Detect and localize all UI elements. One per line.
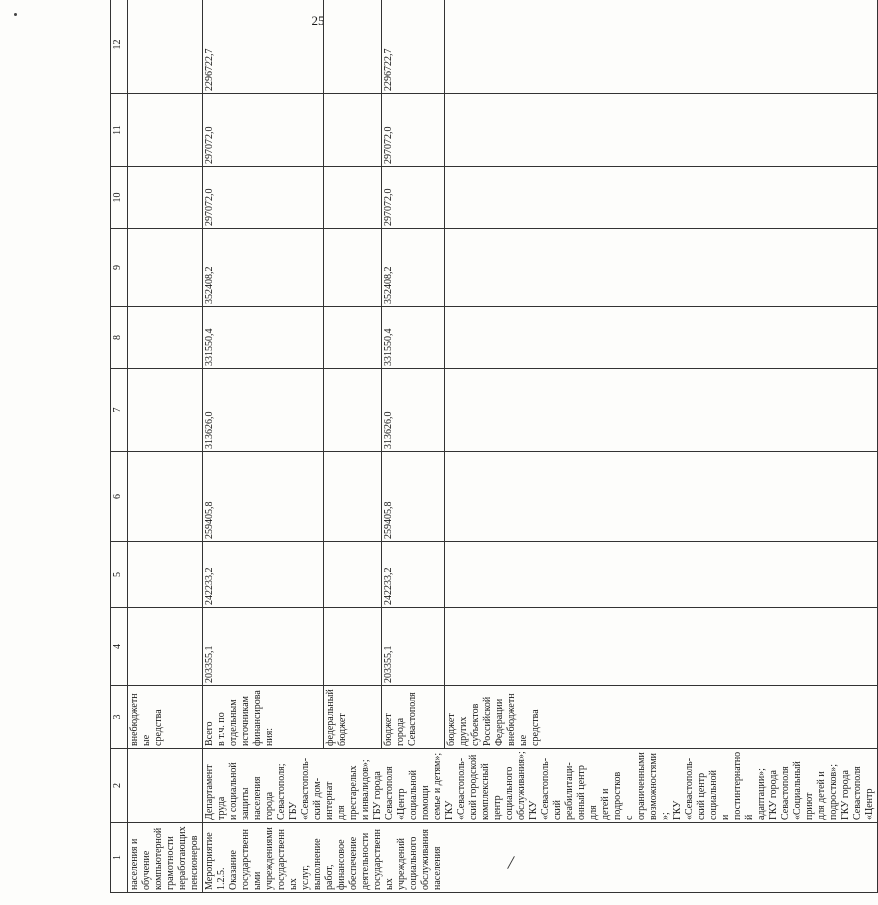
value-cell bbox=[128, 94, 203, 167]
value-cell: 242233,2 bbox=[203, 542, 324, 608]
funding-source-cell: федеральный бюджет bbox=[324, 686, 382, 749]
value-cell bbox=[128, 452, 203, 542]
measure-title-continuation: населения и обучение компьютерной грамотности неработающих пенсионеров bbox=[128, 823, 203, 893]
value-cell bbox=[445, 608, 878, 686]
funding-source-cell: внебюджетные средства bbox=[128, 686, 203, 749]
executor-cell bbox=[128, 749, 203, 823]
funding-source-cell: Всего в т.ч. по отдельным источникам финансирования: bbox=[203, 686, 324, 749]
value-cell: 297072,0 bbox=[203, 94, 324, 167]
table-row bbox=[203, 0, 324, 893]
value-cell: 2296722,7 bbox=[382, 0, 445, 94]
header-cell: 11 bbox=[111, 94, 128, 167]
value-cell: 297072,0 bbox=[382, 94, 445, 167]
value-cell bbox=[445, 369, 878, 452]
value-cell: 297072,0 bbox=[382, 167, 445, 229]
value-cell: 203355,1 bbox=[203, 608, 324, 686]
value-cell: 331550,4 bbox=[203, 307, 324, 369]
value-cell bbox=[445, 542, 878, 608]
value-cell: 203355,1 bbox=[382, 608, 445, 686]
header-cell: 7 bbox=[111, 369, 128, 452]
value-cell: 259405,8 bbox=[203, 452, 324, 542]
value-cell bbox=[128, 307, 203, 369]
value-cell bbox=[128, 0, 203, 94]
financing-table bbox=[110, 0, 878, 893]
value-cell bbox=[445, 452, 878, 542]
value-cell bbox=[324, 167, 382, 229]
header-cell: 3 bbox=[111, 686, 128, 749]
value-cell bbox=[324, 608, 382, 686]
measure-title: Мероприятие 1.2.5. Оказание государственными учреждениями государственных услуг, выполнение работ, финансовое обеспечение деятельности государственных учреждений социального обслуживания населения bbox=[203, 823, 878, 893]
page-number: 25 bbox=[311, 13, 325, 28]
value-cell bbox=[324, 369, 382, 452]
table-header-row bbox=[111, 0, 128, 893]
header-cell: 12 bbox=[111, 0, 128, 94]
value-cell bbox=[324, 229, 382, 307]
header-cell: 2 bbox=[111, 749, 128, 823]
header-cell: 1 bbox=[111, 823, 128, 893]
table-row bbox=[128, 0, 203, 893]
value-cell: 2296722,7 bbox=[203, 0, 324, 94]
header-cell: 5 bbox=[111, 542, 128, 608]
value-cell bbox=[128, 542, 203, 608]
pen-mark: / bbox=[506, 851, 516, 875]
value-cell bbox=[128, 369, 203, 452]
value-cell: 297072,0 bbox=[203, 167, 324, 229]
value-cell bbox=[128, 608, 203, 686]
value-cell: 352408,2 bbox=[382, 229, 445, 307]
value-cell bbox=[445, 94, 878, 167]
value-cell bbox=[445, 229, 878, 307]
scan-mark bbox=[14, 13, 17, 16]
value-cell: 352408,2 bbox=[203, 229, 324, 307]
executors-cell: Департамент труда и социальной защиты населения города Севастополя; ГБУ «Севастополь- ский дом-интернат для престарелых и инвалидов»; ГБУ города Севастополя «Центр социальной помощи семье и детям»; ГКУ «Севастополь- ский городской комплексный центр социального обслуживания»; ГКУ «Севастополь- ский реабилитаци- онный центр для детей и подростков с ограниченными возможностями»; ГКУ «Севастополь- ский центр социальной и постинтернатной адаптации»; ГКУ города Севастополя «Социальный приют для детей и подростков»; ГКУ города Севастополя «Центр bbox=[203, 749, 878, 823]
value-cell: 313626,0 bbox=[203, 369, 324, 452]
value-cell: 242233,2 bbox=[382, 542, 445, 608]
value-cell bbox=[324, 307, 382, 369]
header-cell: 6 bbox=[111, 452, 128, 542]
value-cell: 259405,8 bbox=[382, 452, 445, 542]
header-cell: 9 bbox=[111, 229, 128, 307]
value-cell bbox=[128, 167, 203, 229]
value-cell bbox=[324, 94, 382, 167]
header-cell: 8 bbox=[111, 307, 128, 369]
value-cell bbox=[324, 0, 382, 94]
header-cell: 4 bbox=[111, 608, 128, 686]
value-cell bbox=[445, 0, 878, 94]
value-cell bbox=[324, 452, 382, 542]
rotated-table-wrapper bbox=[110, 39, 875, 893]
funding-source-cell: бюджет города Севастополя bbox=[382, 686, 445, 749]
value-cell bbox=[445, 307, 878, 369]
value-cell bbox=[445, 167, 878, 229]
header-cell: 10 bbox=[111, 167, 128, 229]
funding-source-cell bbox=[445, 686, 878, 749]
funding-source-extrabudgetary: внебюджетные средства bbox=[506, 693, 542, 746]
value-cell bbox=[324, 542, 382, 608]
value-cell: 331550,4 bbox=[382, 307, 445, 369]
value-cell bbox=[128, 229, 203, 307]
value-cell: 313626,0 bbox=[382, 369, 445, 452]
funding-source-other-regions: бюджет других субъектов Российской Федерации bbox=[446, 696, 506, 746]
